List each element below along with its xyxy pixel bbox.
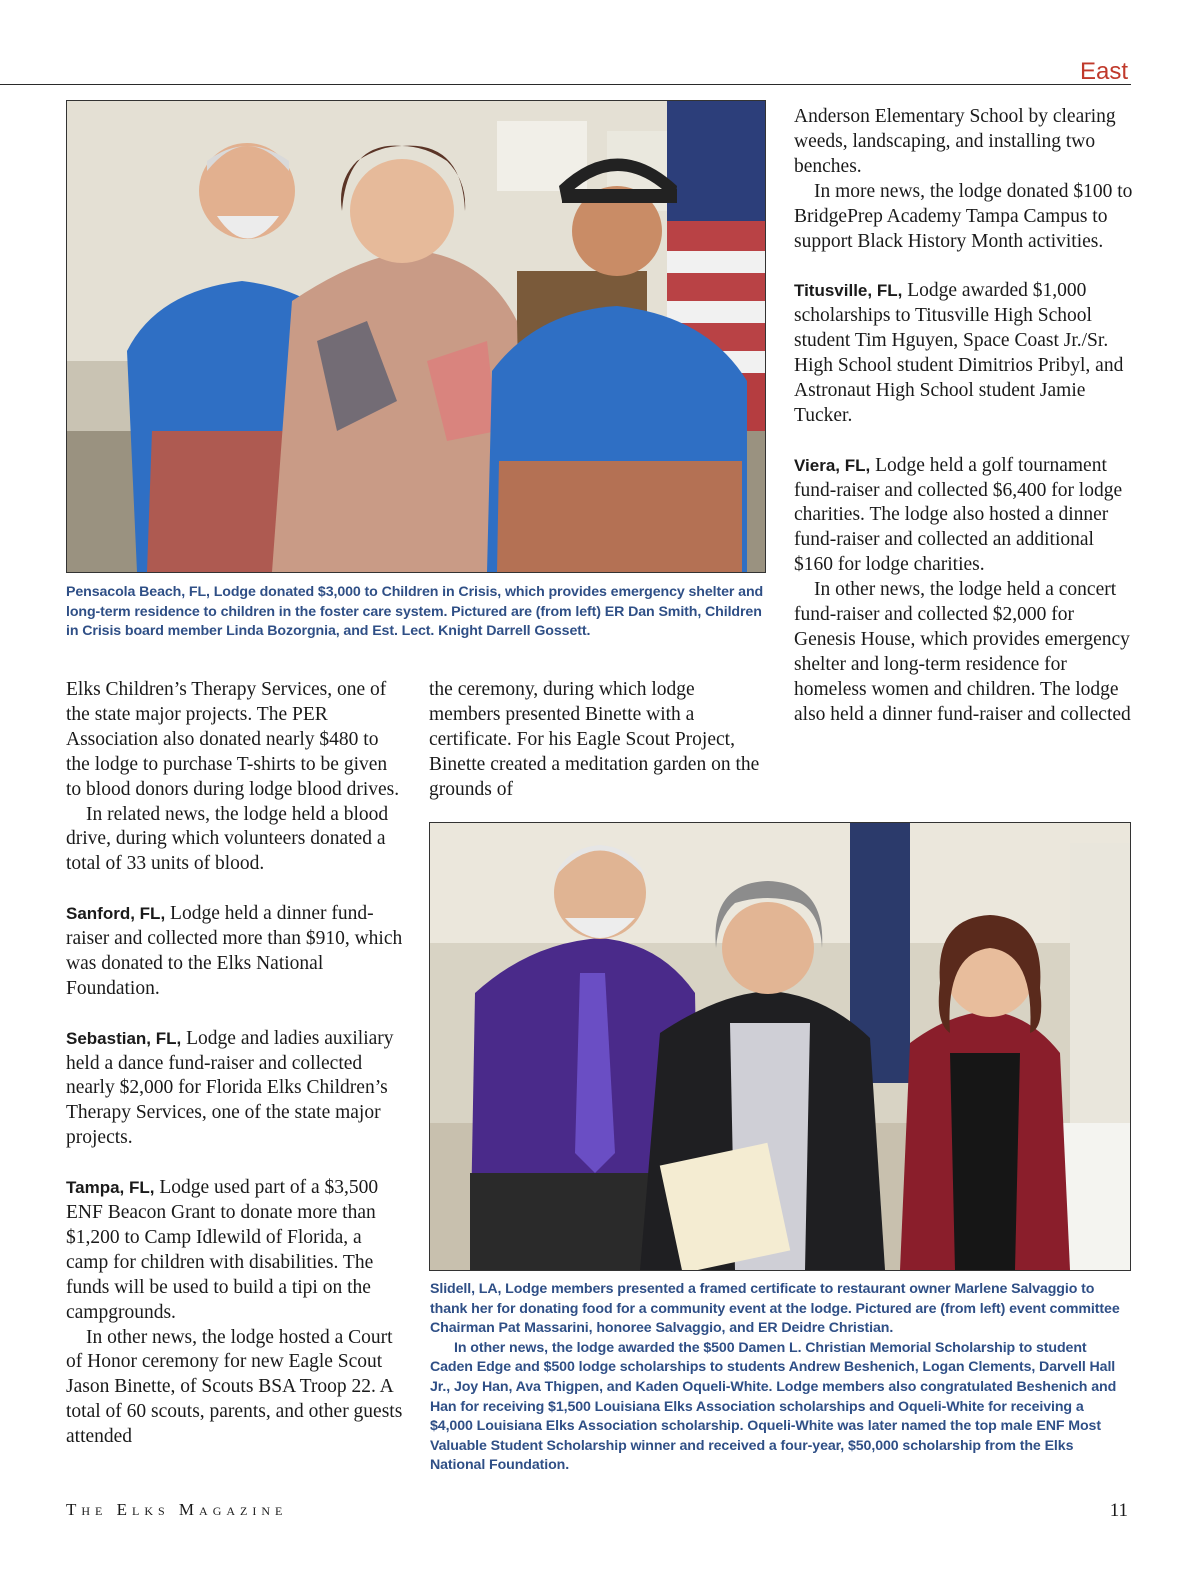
magazine-title: The Elks Magazine <box>66 1500 288 1519</box>
entry-text: Lodge held a dinner fund-raiser and collected more than $910, which was donated to the Elks National Foundation. <box>66 903 403 999</box>
paragraph: the ceremony, during which lodge members presented Binette with a certificate. For his Eagle Scout Project, Binette created a meditation garden on the grounds of <box>429 679 760 800</box>
lodge-entry-sebastian <box>66 1027 406 1152</box>
caption-lodge-name: Pensacola Beach, FL, <box>66 584 210 600</box>
entry-text: Lodge awarded $1,000 scholarships to Titusville High School student Tim Hguyen, Space Coast Jr./Sr. High School student Dimitrios Pribyl, and Astronaut High School student Jamie Tucker. <box>794 280 1124 426</box>
pensacola-photo <box>66 100 766 573</box>
dateline: Sanford, FL, <box>66 904 166 924</box>
slidell-photo-illustration <box>430 823 1130 1270</box>
paragraph: In other news, the lodge hosted a Court of Honor ceremony for new Eagle Scout Jason Binette, of Scouts BSA Troop 22. A total of 60 scouts, parents, and other guests attended <box>66 1326 403 1448</box>
lodge-entry-viera <box>794 454 1134 579</box>
dateline: Tampa, FL, <box>66 1178 155 1198</box>
page-number: 11 <box>1109 1500 1128 1521</box>
text-column-3 <box>794 105 1134 728</box>
text-column-1 <box>66 678 406 1450</box>
paragraph: In other news, the lodge held a concert fund-raiser and collected $2,000 for Genesis House, which provides emergency shelter and long-term residence for homeless women and children. The lodge also held a dinner fund-raiser and collected <box>794 579 1131 725</box>
dateline: Titusville, FL, <box>794 281 903 301</box>
dateline: Sebastian, FL, <box>66 1028 182 1048</box>
paragraph: In more news, the lodge donated $100 to BridgePrep Academy Tampa Campus to support Black History Month activities. <box>794 180 1133 252</box>
slidell-photo <box>429 822 1131 1271</box>
lodge-entry-sanford <box>66 902 406 1002</box>
paragraph: In related news, the lodge held a blood drive, during which volunteers donated a total of 33 units of blood. <box>66 803 389 875</box>
lodge-entry-titusville <box>794 279 1134 428</box>
dateline: Viera, FL, <box>794 455 871 475</box>
pensacola-caption <box>66 583 766 642</box>
caption-text-continued: In other news, the lodge awarded the $500 Damen L. Christian Memorial Scholarship to student Caden Edge and $500 lodge scholarships to students Andrew Beshenich, Logan Clements, Darvell Hall Jr., Joy Han, Ava Thigpen, and Kaden Oqueli-White. Lodge members also congratulated Beshenich and Han for receiving $1,500 Louisiana Elks Association scholarships and Oqueli-White for receiving a $4,000 Louisiana Elks Association scholarship. Oqueli-White was later named the top male ENF Most Valuable Student Scholarship winner and received a four-year, $50,000 scholarship from the Elks National Foundation. <box>430 1339 1117 1474</box>
entry-text: Lodge and ladies auxiliary held a dance fund-raiser and collected nearly $2,000 for Florida Elks Children’s Therapy Services, one of the state major projects. <box>66 1027 394 1149</box>
section-label: East <box>1079 58 1128 85</box>
paragraph: Elks Children’s Therapy Services, one of the state major projects. The PER Association also donated nearly $480 to the lodge to purchase T-shirts to be given to blood donors during lodge blood drives. <box>66 679 400 800</box>
lodge-entry-tampa <box>66 1176 406 1325</box>
pensacola-photo-illustration <box>67 101 765 572</box>
entry-text: Lodge used part of a $3,500 ENF Beacon Grant to donate more than $1,200 to Camp Idlewild of Florida, a camp for children with disabilities. The funds will be used to build a tipi on the campgrounds. <box>66 1177 379 1323</box>
slidell-caption <box>430 1280 1130 1476</box>
paragraph: Anderson Elementary School by clearing weeds, landscaping, and installing two benches. <box>794 106 1116 177</box>
entry-text: Lodge held a golf tournament fund-raiser and collected $6,400 for lodge charities. The lodge also hosted a dinner fund-raiser and collected an additional $160 for lodge charities. <box>794 454 1123 576</box>
caption-text: Lodge donated $3,000 to Children in Crisis, which provides emergency shelter and long-term residence to children in the foster care system. Pictured are (from left) ER Dan Smith, Children in Crisis board member Linda Bozorgnia, and Est. Lect. Knight Darrell Gossett. <box>66 584 764 640</box>
text-column-2 <box>429 678 769 803</box>
caption-text: Lodge members presented a framed certificate to restaurant owner Marlene Salvaggio to thank her for donating food for a community event at the lodge. Pictured are (from left) event committee Chairman Pat Massarini, honoree Salvaggio, and ER Deidre Christian. <box>430 1281 1120 1337</box>
caption-lodge-name: Slidell, LA, <box>430 1281 502 1297</box>
header-rule <box>0 84 1131 85</box>
